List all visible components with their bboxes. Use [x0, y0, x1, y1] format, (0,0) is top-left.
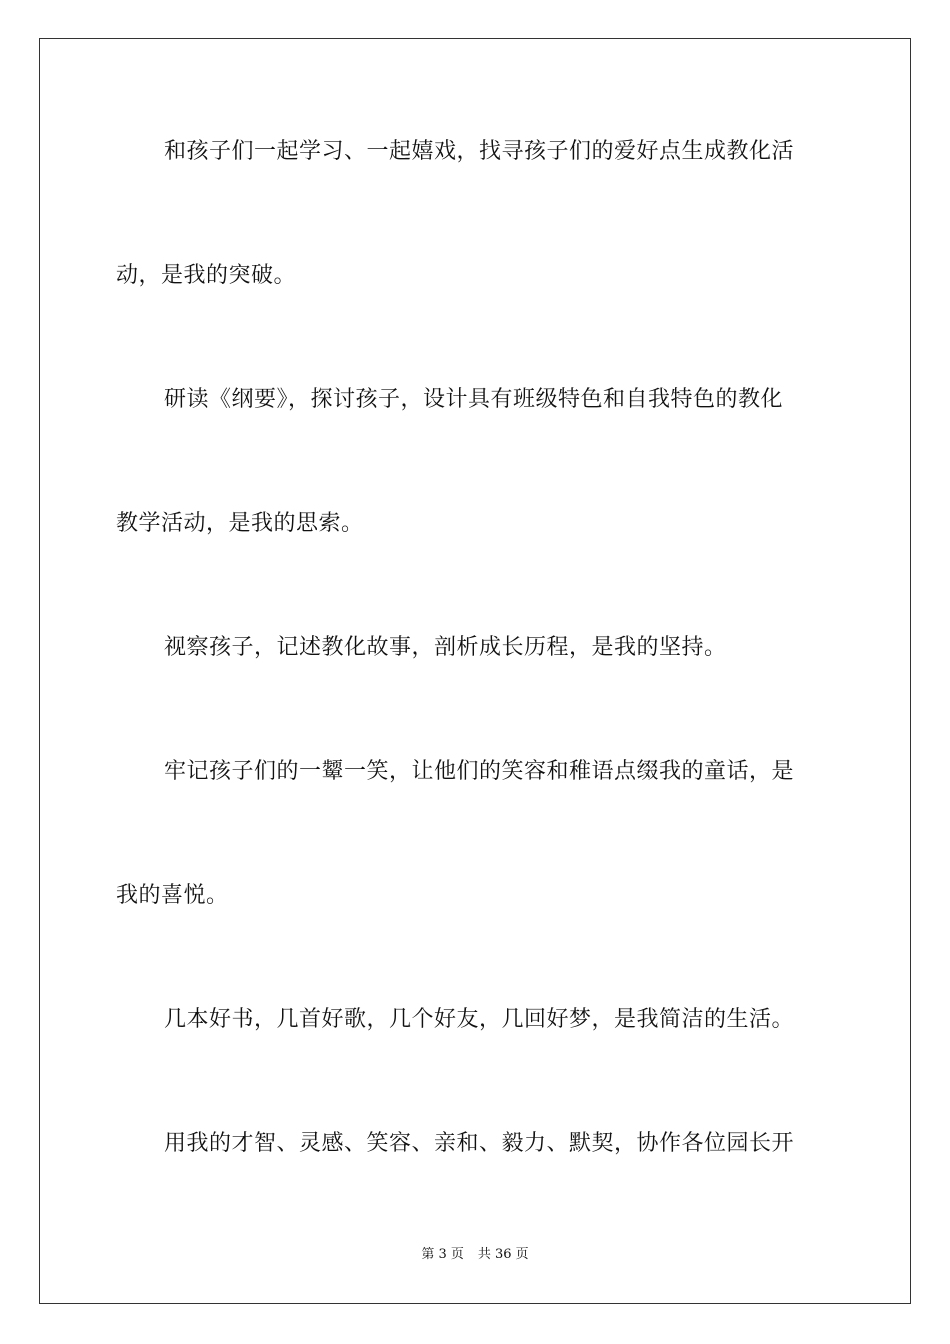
- page-footer: [0, 1246, 950, 1264]
- page-total: 共 36 页: [477, 1247, 529, 1262]
- page-border: [39, 38, 911, 1304]
- paragraph-line: 牢记孩子们的一颦一笑，让他们的笑容和稚语点缀我的童话，是: [164, 759, 795, 784]
- paragraph-line: 视察孩子，记述教化故事，剖析成长历程，是我的坚持。: [164, 635, 727, 660]
- paragraph-line: 动，是我的突破。: [116, 263, 297, 288]
- paragraph-line: 我的喜悦。: [116, 883, 229, 908]
- page-number: 第 3 页: [421, 1247, 464, 1262]
- paragraph-line: 用我的才智、灵感、笑容、亲和、毅力、默契，协作各位园长开: [164, 1131, 795, 1156]
- paragraph-line: 和孩子们一起学习、一起嬉戏，找寻孩子们的爱好点生成教化活: [164, 139, 795, 164]
- paragraph-line: 研读《纲要》，探讨孩子，设计具有班级特色和自我特色的教化: [164, 387, 784, 412]
- paragraph-line: 几本好书，几首好歌，几个好友，几回好梦，是我简洁的生活。: [164, 1007, 795, 1032]
- paragraph-line: 教学活动，是我的思索。: [116, 511, 364, 536]
